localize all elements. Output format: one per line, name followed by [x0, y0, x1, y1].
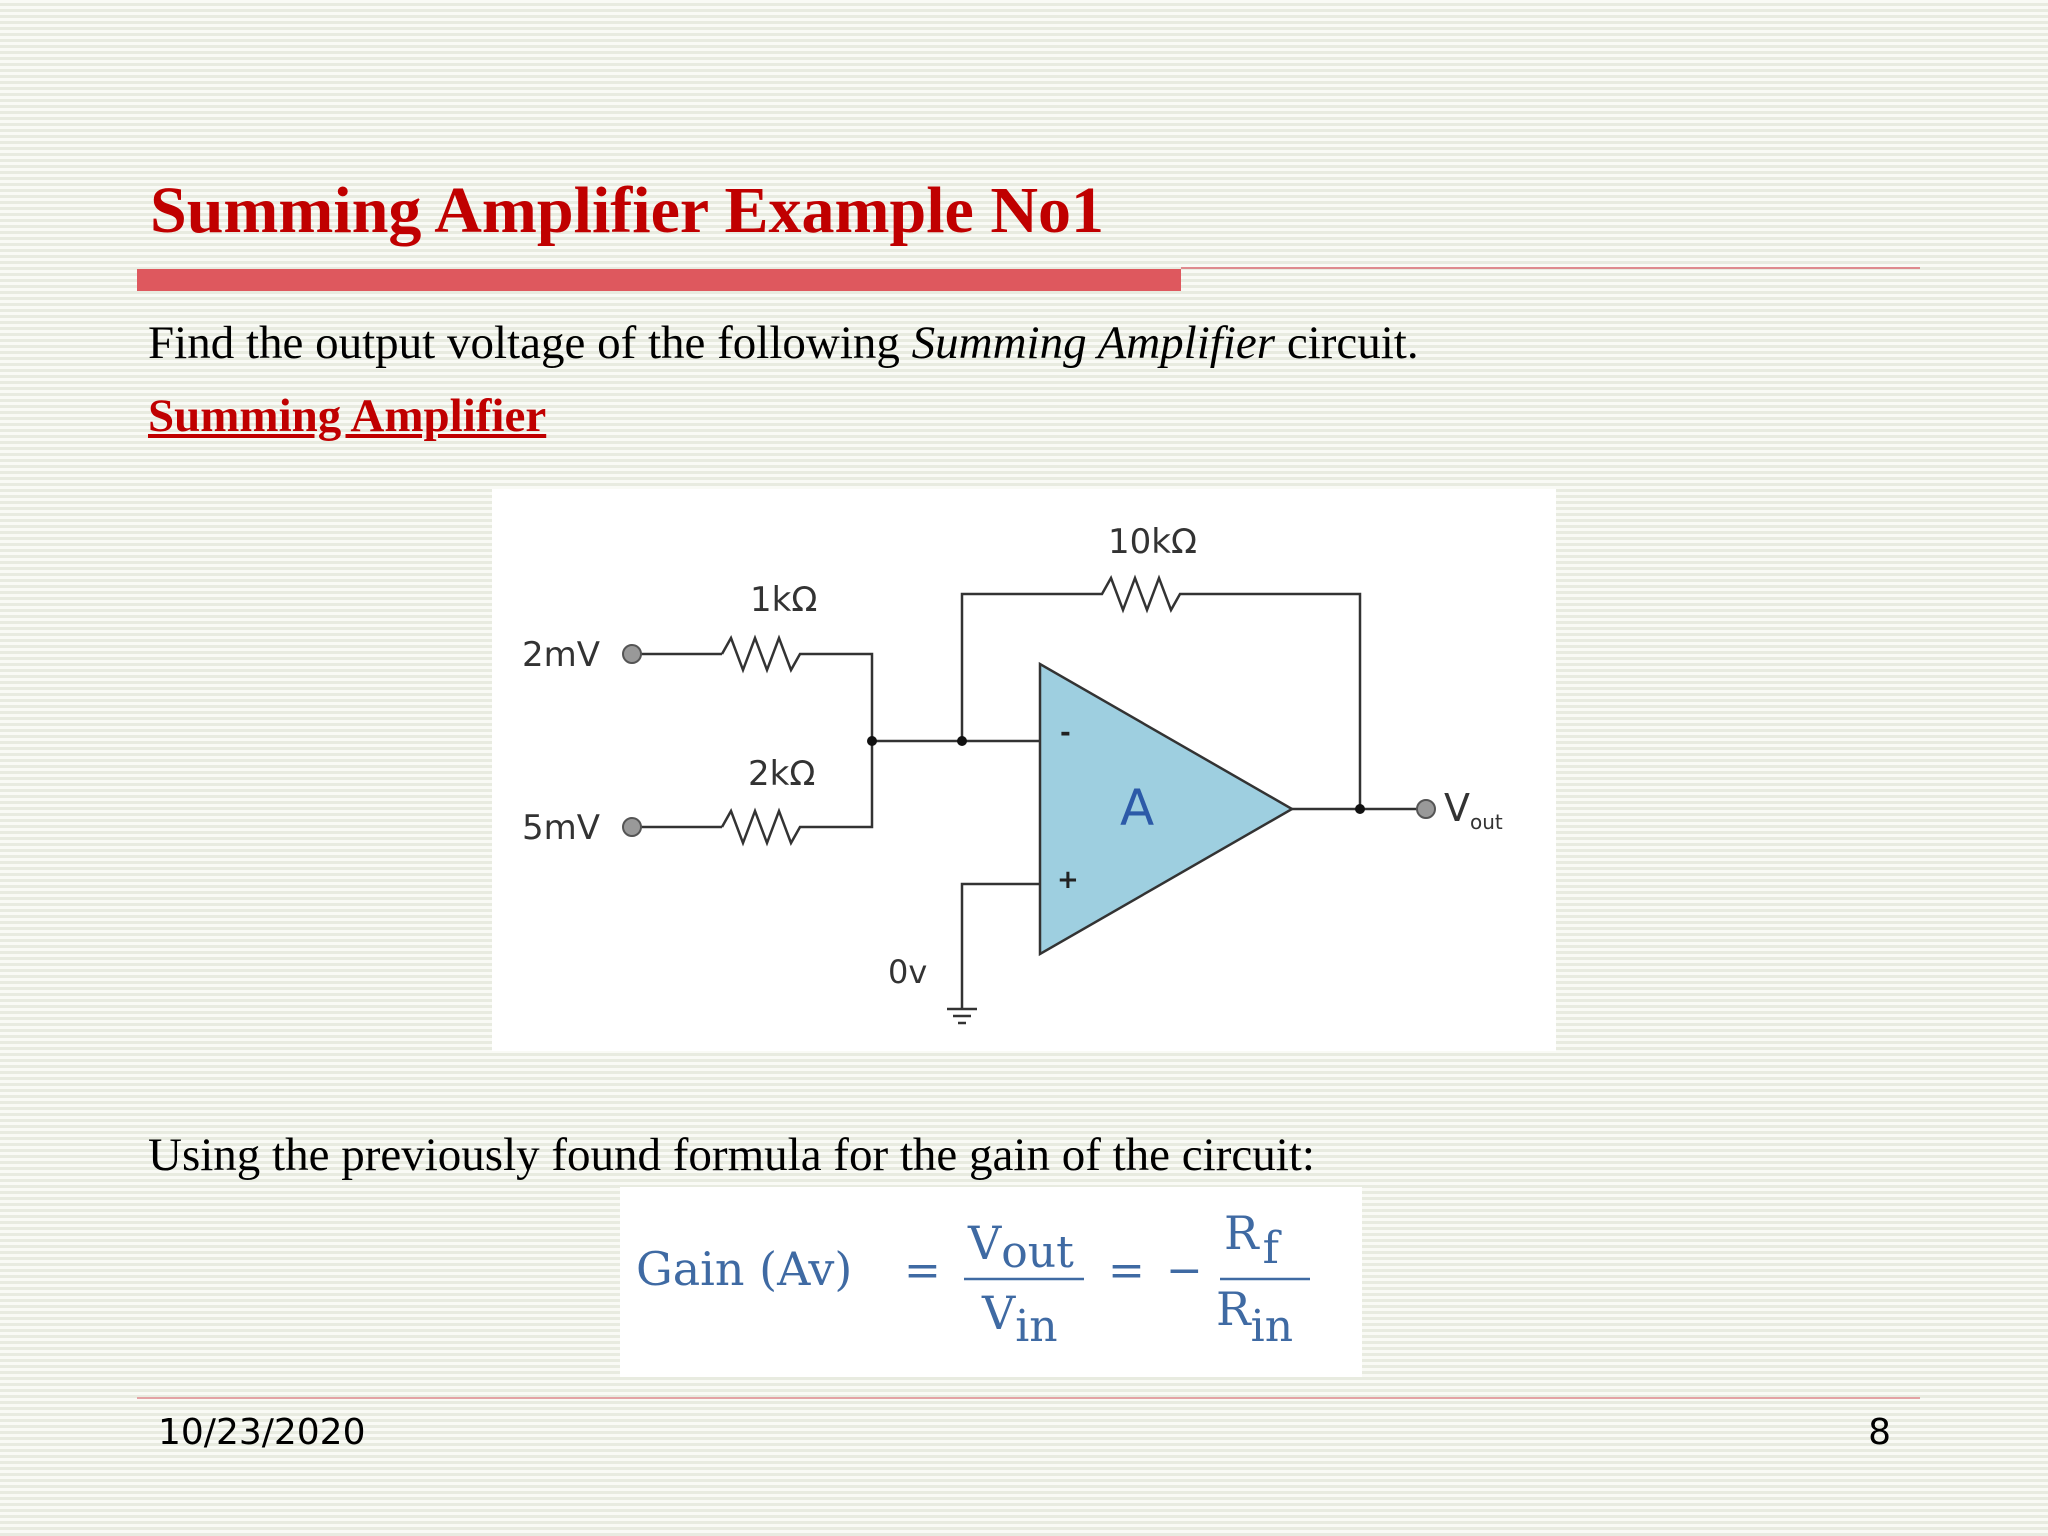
- intro-text: [148, 318, 1419, 370]
- input2-terminal: [623, 818, 641, 836]
- page-number: 8: [1868, 1412, 1891, 1453]
- formula-num1: [967, 1216, 1074, 1278]
- gain-formula: [620, 1187, 1362, 1377]
- formula-num1-sub: out: [1001, 1227, 1074, 1278]
- formula-equals-2: =: [1108, 1245, 1145, 1296]
- subheading-link[interactable]: Summing Amplifier: [148, 390, 547, 442]
- formula-lhs: Gain (Av): [636, 1242, 853, 1296]
- formula-den2-sub: in: [1250, 1301, 1294, 1352]
- formula-num1-main: V: [968, 1216, 1002, 1270]
- intro-prefix: Find the output voltage of the following: [148, 317, 912, 369]
- formula-den1-sub: in: [1015, 1301, 1058, 1352]
- formula-den2: [1216, 1282, 1293, 1352]
- intro-suffix: circuit.: [1275, 317, 1419, 369]
- title-underline-bar: [137, 269, 1181, 291]
- slide-title: Summing Amplifier Example No1: [150, 174, 1105, 247]
- formula-intro-text: Using the previously found formula for the gain of the circuit:: [148, 1129, 1315, 1181]
- noninverting-sign: +: [1057, 865, 1079, 895]
- output-terminal: [1417, 800, 1435, 818]
- inverting-sign: -: [1060, 718, 1071, 748]
- formula-num2-main: R: [1224, 1206, 1259, 1260]
- footer-divider: [137, 1397, 1920, 1399]
- formula-den2-main: R: [1216, 1282, 1251, 1336]
- formula-num2-sub: f: [1262, 1223, 1279, 1274]
- input1-terminal: [623, 645, 641, 663]
- circuit-diagram: [492, 489, 1556, 1051]
- junction-dot: [1355, 804, 1365, 814]
- output-label-main: V: [1444, 786, 1470, 830]
- output-label: [1444, 786, 1503, 834]
- junction-dot: [957, 736, 967, 746]
- circuit-schematic: [492, 489, 1556, 1051]
- gain-formula-graphic: [620, 1187, 1362, 1377]
- footer-date: 10/23/2020: [158, 1412, 366, 1453]
- junction-dot: [867, 736, 877, 746]
- formula-num2: [1224, 1206, 1282, 1274]
- intro-italic: Summing Amplifier: [911, 317, 1276, 369]
- input1-voltage-label: 2mV: [522, 635, 601, 675]
- ground-label: 0v: [888, 953, 928, 991]
- output-label-sub: out: [1470, 810, 1503, 834]
- opamp-label: A: [1120, 779, 1155, 837]
- formula-den1-main: V: [982, 1286, 1016, 1340]
- ground-wire: [962, 884, 1040, 1009]
- opamp-triangle: [1040, 664, 1292, 954]
- formula-minus: −: [1166, 1245, 1203, 1296]
- title-underline-rule: [1181, 267, 1920, 269]
- formula-equals-1: =: [904, 1245, 941, 1296]
- input1-resistor-label: 1kΩ: [750, 580, 818, 620]
- input2-resistor-label: 2kΩ: [748, 754, 816, 794]
- input2-voltage-label: 5mV: [522, 808, 601, 848]
- formula-den1: [981, 1286, 1058, 1352]
- feedback-resistor-label: 10kΩ: [1108, 522, 1197, 562]
- input1-resistor: [722, 638, 872, 741]
